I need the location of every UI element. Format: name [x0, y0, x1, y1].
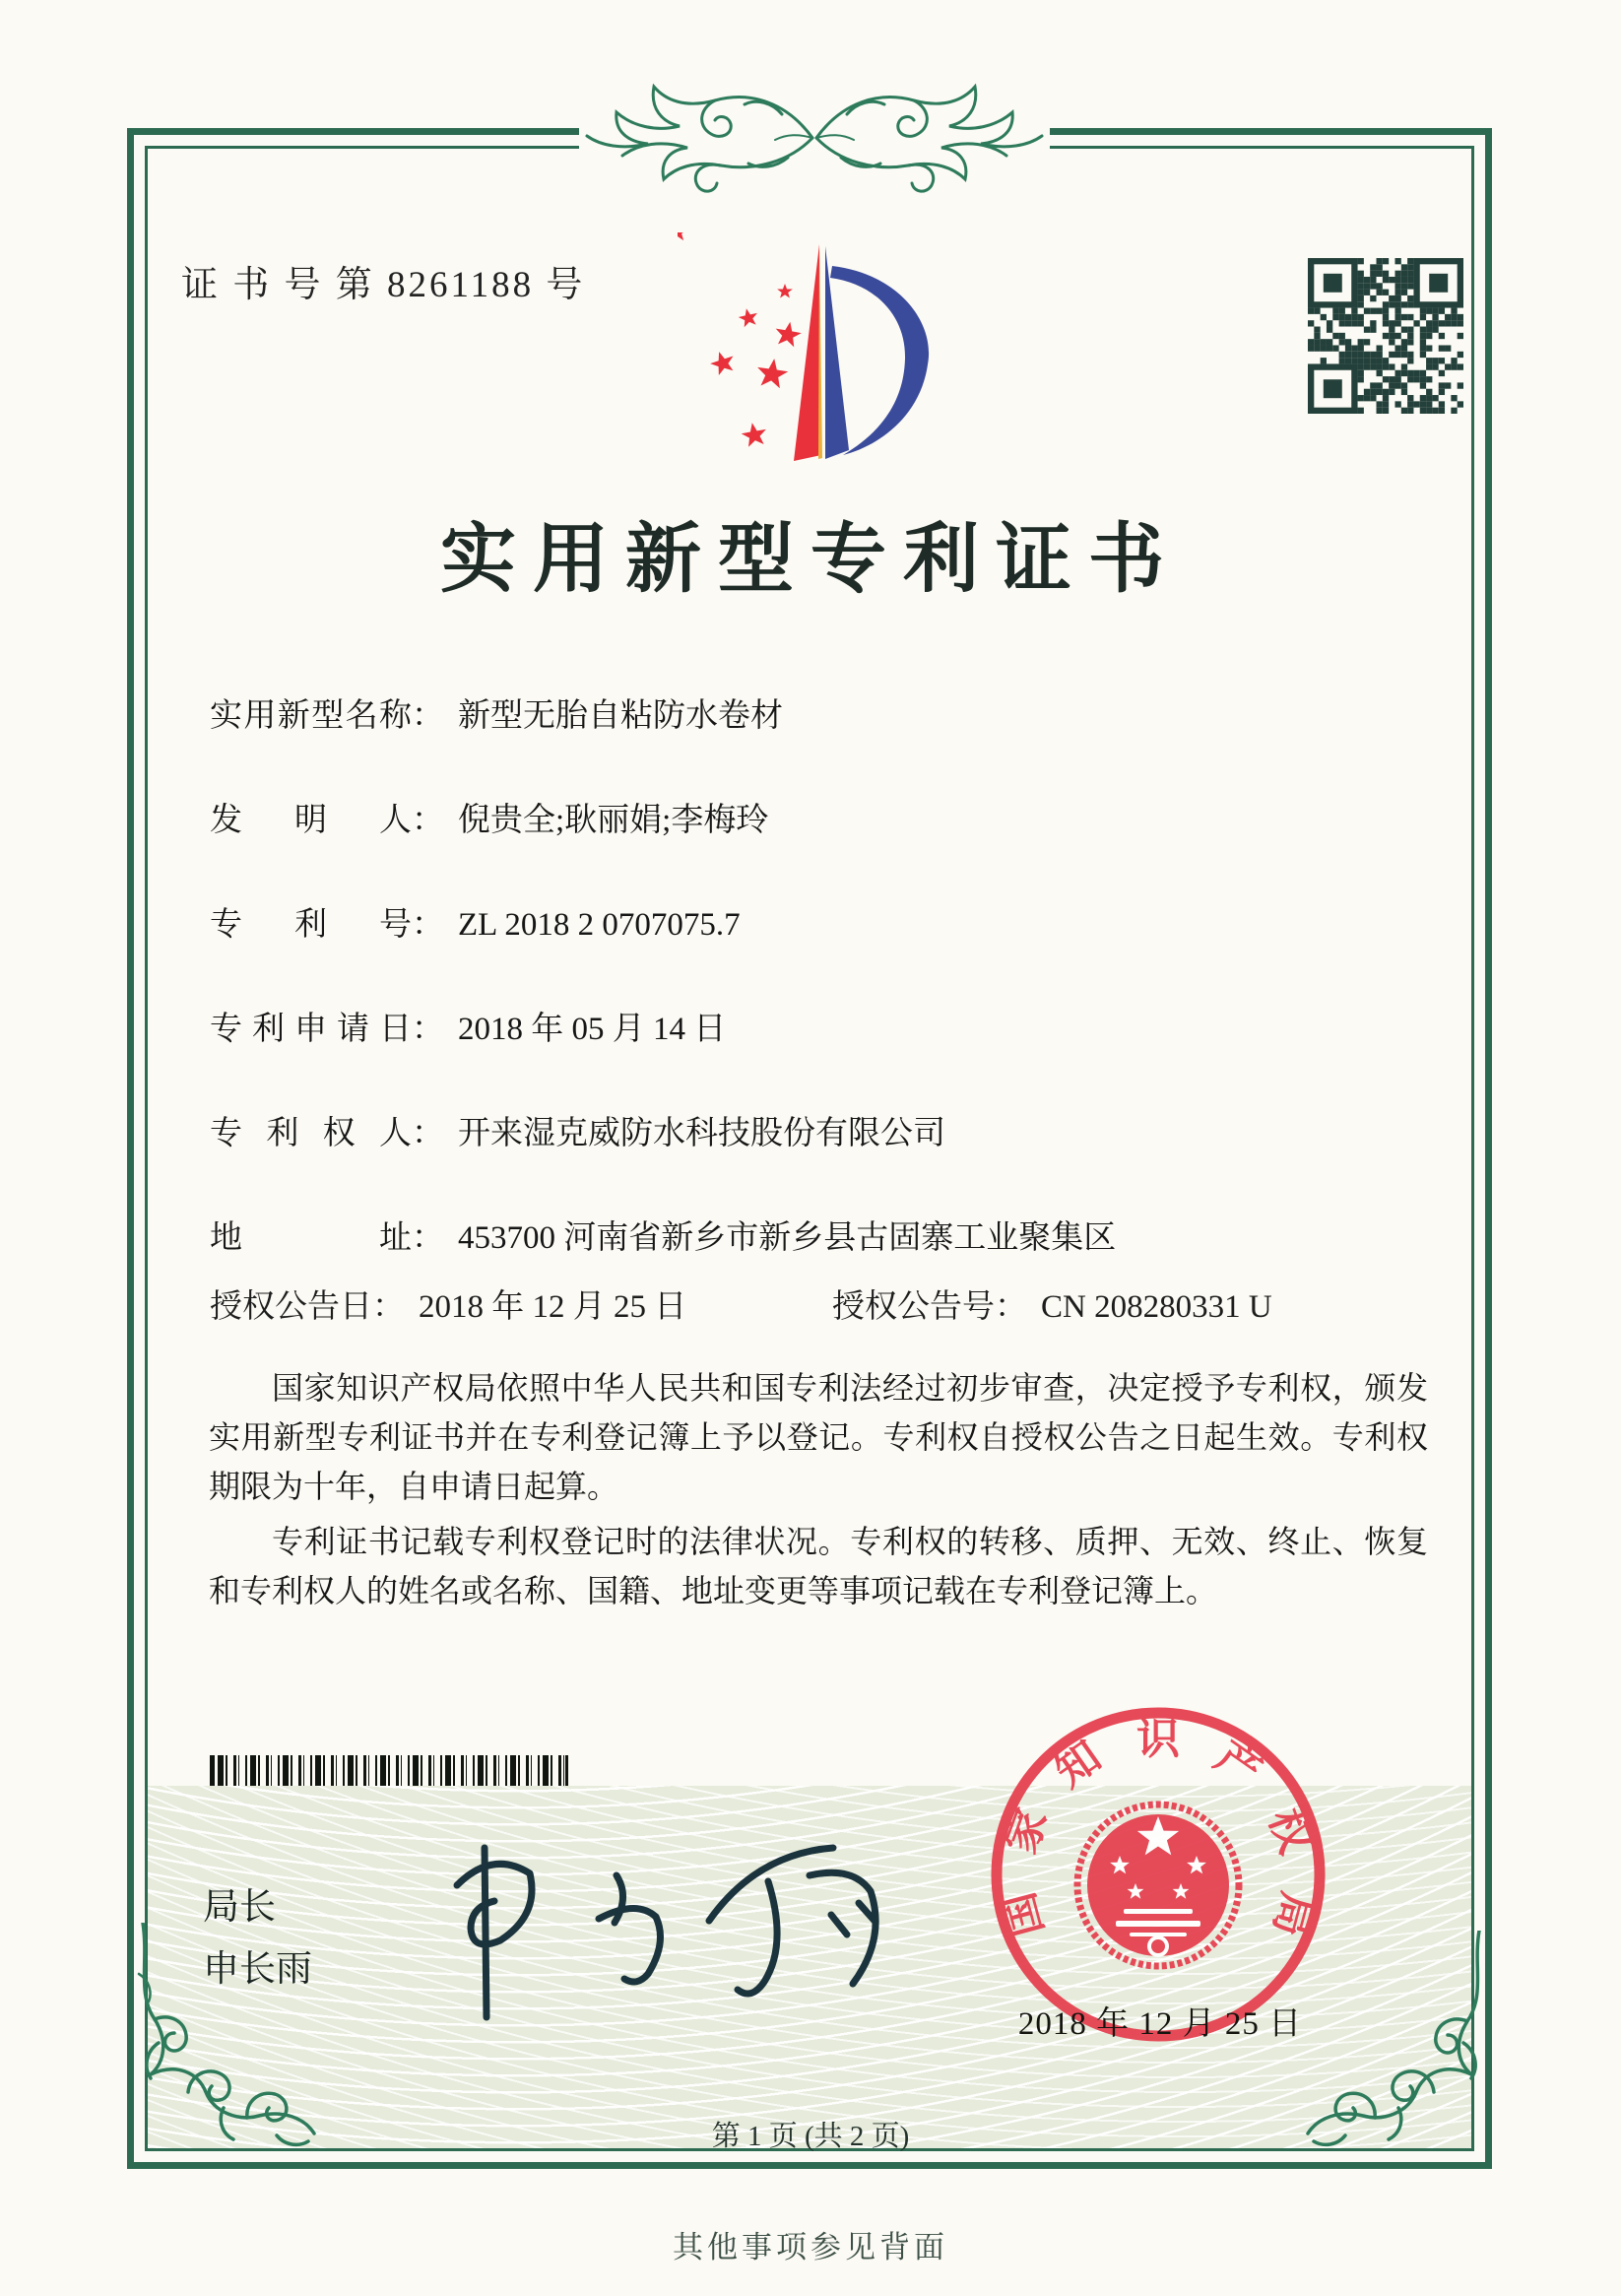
field-value: 开来湿克威防水科技股份有限公司	[458, 1116, 945, 1151]
seal-char: 国	[994, 1887, 1053, 1942]
field-value: 453700 河南省新乡市新乡县古固寨工业聚集区	[458, 1220, 1117, 1256]
grant-date-row	[210, 1280, 686, 1327]
page-number: 第 1 页 (共 2 页)	[711, 2121, 910, 2152]
certificate-number: 证 书 号 第 8261188 号	[181, 265, 586, 305]
national-emblem-icon	[1077, 1804, 1239, 1966]
field-colon: ：	[372, 1289, 405, 1325]
field-patent-number	[210, 898, 741, 945]
top-flourish-ornament-icon	[579, 75, 1050, 195]
field-label: 专利权人	[210, 1116, 412, 1151]
director-title: 局长	[203, 1887, 276, 1928]
field-colon: ：	[412, 1012, 444, 1047]
seal-char: 局	[1264, 1887, 1323, 1942]
seal-char: 权	[1260, 1802, 1321, 1861]
field-utility-model-name	[210, 689, 783, 736]
seal-char: 知	[1046, 1732, 1110, 1797]
field-inventors	[210, 794, 768, 840]
cnipa-patent-logo-icon	[678, 232, 953, 474]
grant-number-row	[832, 1280, 1272, 1327]
director-name: 申长雨	[203, 1949, 312, 1990]
grant-date-label: 授权公告日	[210, 1289, 372, 1325]
field-label: 发明人	[210, 803, 412, 838]
field-filing-date	[210, 1003, 726, 1049]
field-address	[210, 1212, 1116, 1258]
field-label: 地址	[210, 1220, 412, 1256]
grant-number-value: CN 208280331 U	[1041, 1289, 1272, 1325]
grant-number-label: 授权公告号	[832, 1289, 995, 1325]
field-label: 专利号	[210, 907, 412, 943]
barcode	[210, 1755, 568, 1786]
grant-date-value: 2018 年 12 月 25 日	[419, 1289, 687, 1325]
field-value: 2018 年 05 月 14 日	[458, 1012, 727, 1047]
field-label: 专利申请日	[210, 1012, 412, 1047]
field-colon: ：	[412, 1116, 444, 1151]
field-value: 倪贵全;耿丽娟;李梅玲	[458, 803, 769, 838]
field-value: ZL 2018 2 0707075.7	[458, 907, 741, 943]
legal-text-block	[209, 1363, 1428, 1621]
legal-paragraph-1: 国家知识产权局依照中华人民共和国专利法经过初步审查，决定授予专利权，颁发实用新型专利证书并在专利登记簿上予以登记。专利权自授权公告之日起生效。专利权期限为十年，自申请日起算。	[209, 1370, 1428, 1504]
qr-code	[1308, 258, 1463, 414]
field-colon: ：	[412, 698, 444, 734]
director-signature-script-icon	[414, 1824, 906, 2036]
legal-paragraph-2: 专利证书记载专利权登记时的法律状况。专利权的转移、质押、无效、终止、恢复和专利权人的姓名或名称、国籍、地址变更等事项记载在专利登记簿上。	[209, 1524, 1428, 1608]
field-colon: ：	[412, 1220, 444, 1256]
back-side-note: 其他事项参见背面	[673, 2230, 948, 2264]
seal-char: 家	[996, 1802, 1057, 1861]
seal-char: 产	[1206, 1732, 1270, 1797]
field-value: 新型无胎自粘防水卷材	[458, 698, 783, 734]
field-colon: ：	[412, 803, 444, 838]
field-colon: ：	[995, 1289, 1027, 1325]
field-colon: ：	[412, 907, 444, 943]
seal-char: 识	[1136, 1715, 1180, 1763]
seal-date: 2018 年 12 月 25 日	[1017, 2006, 1303, 2042]
page-title: 实用新型专利证书	[440, 517, 1181, 602]
field-patentee	[210, 1107, 945, 1153]
field-label: 实用新型名称	[210, 698, 412, 734]
